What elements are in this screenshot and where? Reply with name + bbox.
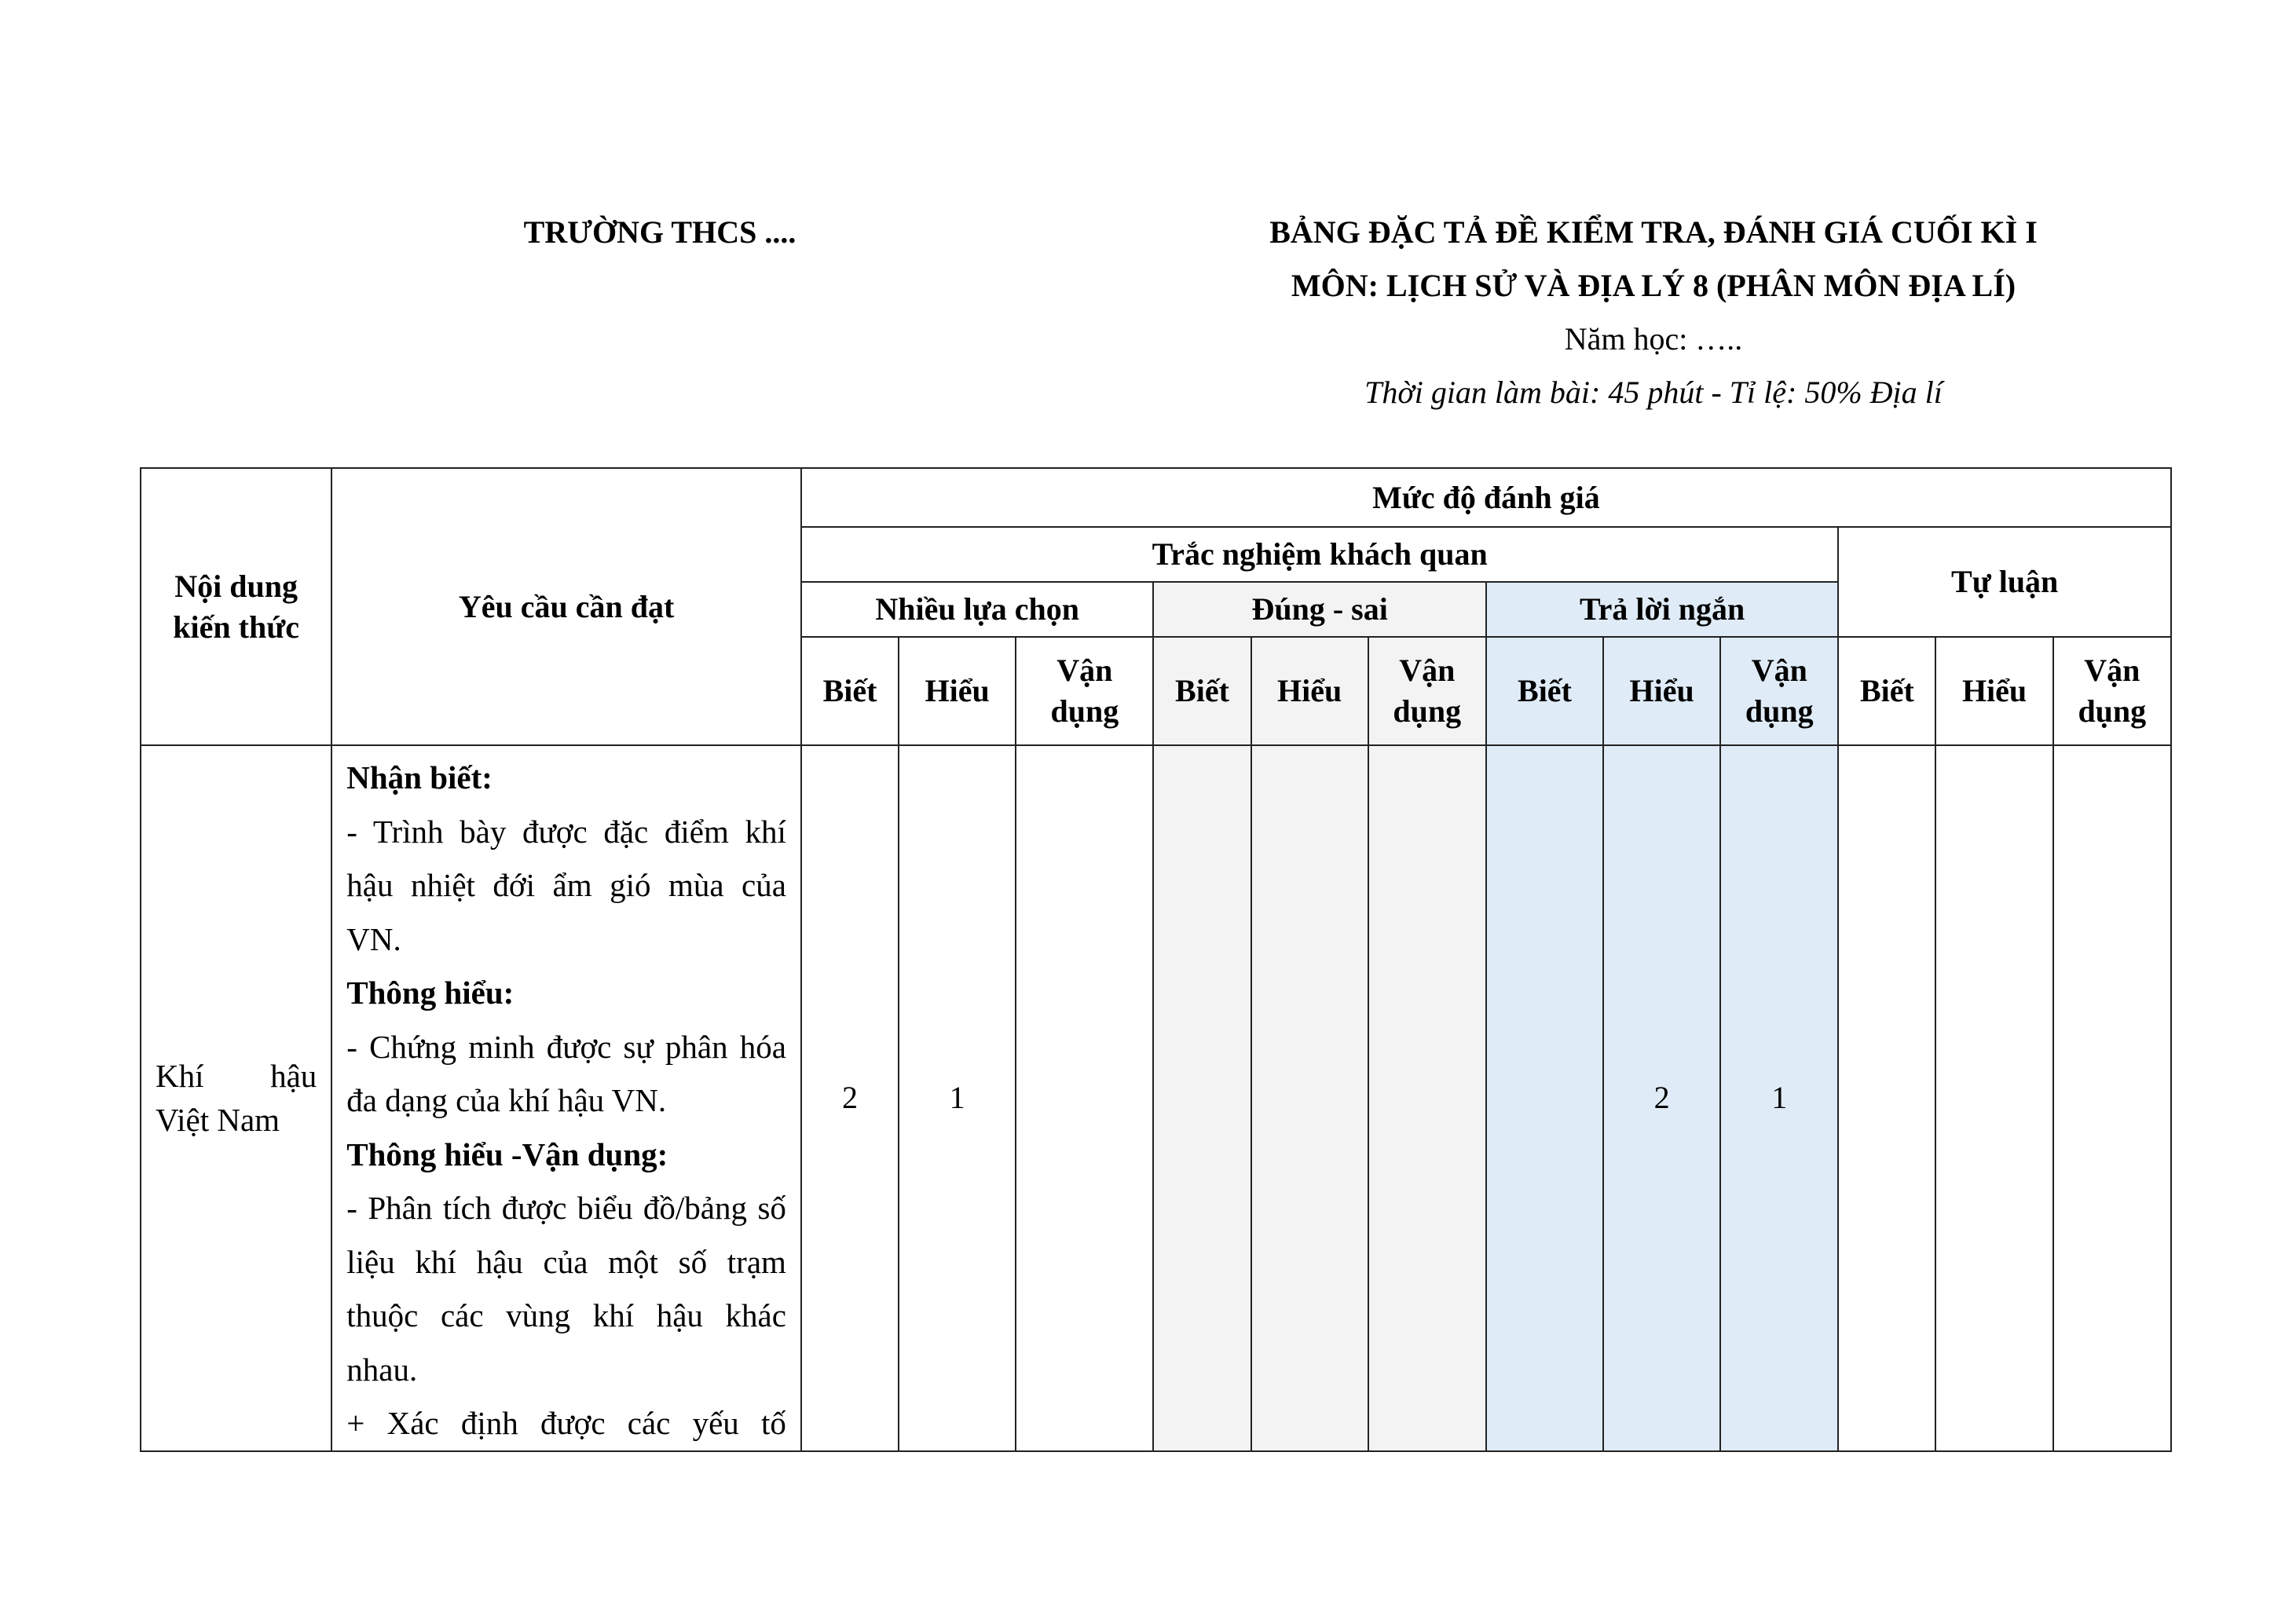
school-name: TRƯỜNG THCS .... (523, 214, 796, 250)
requirement-text: + Xác định được các yếu tố (346, 1405, 786, 1441)
header-short-answer: Trả lời ngắn (1486, 582, 1838, 637)
header-essay: Tự luận (1838, 527, 2171, 637)
requirement-cell (331, 745, 801, 1451)
requirement-text: - Phân tích được biểu đồ/bảng số liệu khí hậu của một số trạm thuộc các vùng khí hậu khác nhau. (346, 1190, 786, 1388)
level-know: Biết (1838, 637, 1935, 745)
header-objective-test: Trắc nghiệm khách quan (801, 527, 1838, 582)
subject-title: MÔN: LỊCH SỬ VÀ ĐỊA LÝ 8 (PHÂN MÔN ĐỊA LÍ) (1291, 268, 2016, 303)
count-sa-know (1486, 745, 1603, 1451)
topic-cell: Khí hậu Việt Nam (141, 745, 331, 1451)
count-mc-know: 2 (801, 745, 899, 1451)
requirement-text: - Chứng minh được sự phân hóa đa dạng của khí hậu VN. (346, 1028, 786, 1118)
document-title: BẢNG ĐẶC TẢ ĐỀ KIỂM TRA, ĐÁNH GIÁ CUỐI KÌ I (1269, 214, 2038, 250)
header-multiple-choice: Nhiều lựa chọn (801, 582, 1153, 637)
school-year: Năm học: ….. (1564, 321, 1743, 357)
requirement-heading: Nhận biết: (346, 759, 493, 796)
count-essay-understand (1935, 745, 2052, 1451)
count-mc-apply (1016, 745, 1153, 1451)
requirement-heading: Thông hiểu: (346, 975, 514, 1011)
level-apply: Vận dụng (2053, 637, 2171, 745)
exam-time-ratio: Thời gian làm bài: 45 phút - Tỉ lệ: 50% Địa lí (1364, 375, 1943, 410)
header-requirement: Yêu cầu cần đạt (331, 468, 801, 745)
level-understand: Hiểu (899, 637, 1016, 745)
count-tf-apply (1368, 745, 1486, 1451)
level-know: Biết (801, 637, 899, 745)
requirement-text: - Trình bày được đặc điểm khí hậu nhiệt đới ẩm gió mùa của VN. (346, 813, 786, 957)
header-assessment-level: Mức độ đánh giá (801, 468, 2171, 527)
header-topic: Nội dung kiến thức (141, 468, 331, 745)
level-understand: Hiểu (1603, 637, 1720, 745)
specification-table (140, 467, 2172, 1452)
requirement-heading: Thông hiểu -Vận dụng: (346, 1136, 668, 1172)
count-tf-understand (1251, 745, 1368, 1451)
level-know: Biết (1486, 637, 1603, 745)
table-row (141, 745, 2171, 1451)
count-essay-know (1838, 745, 1935, 1451)
count-mc-understand: 1 (899, 745, 1016, 1451)
level-understand: Hiểu (1935, 637, 2052, 745)
document-header (1163, 206, 2144, 419)
header-true-false: Đúng - sai (1153, 582, 1485, 637)
level-know: Biết (1153, 637, 1251, 745)
level-apply: Vận dụng (1016, 637, 1153, 745)
count-tf-know (1153, 745, 1251, 1451)
level-understand: Hiểu (1251, 637, 1368, 745)
count-sa-apply: 1 (1720, 745, 1838, 1451)
count-sa-understand: 2 (1603, 745, 1720, 1451)
count-essay-apply (2053, 745, 2171, 1451)
level-apply: Vận dụng (1368, 637, 1486, 745)
level-apply: Vận dụng (1720, 637, 1838, 745)
